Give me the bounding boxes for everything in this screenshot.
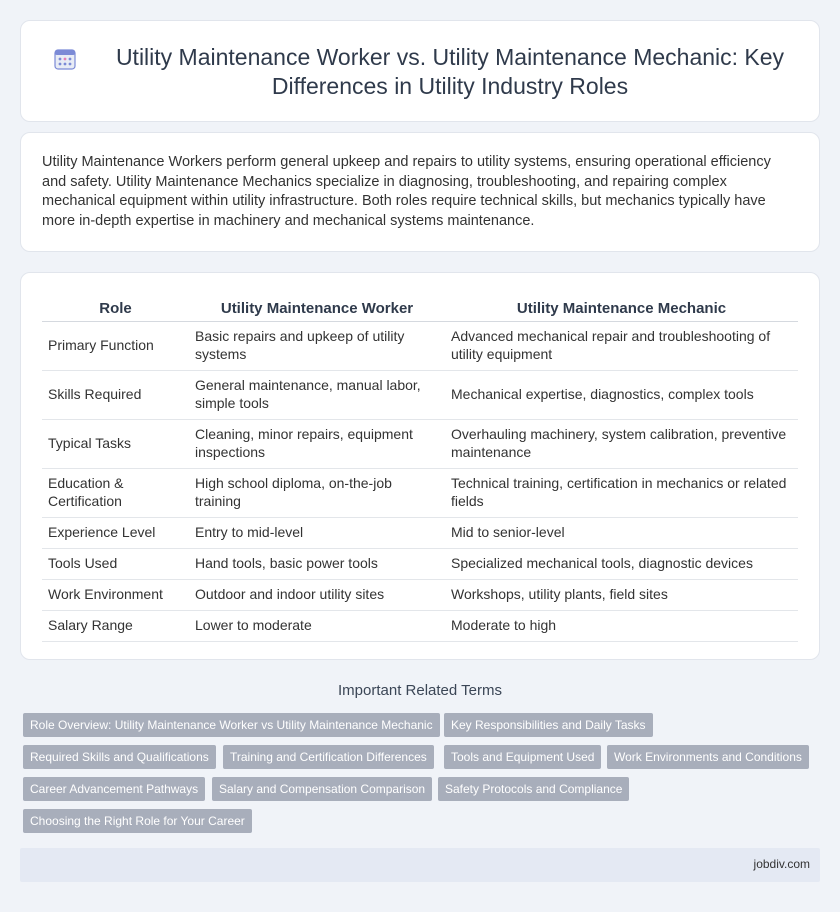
table-row <box>42 517 798 548</box>
page-title: Utility Maintenance Worker vs. Utility Maintenance Mechanic: Key Differences in Utility Industry Roles <box>115 44 785 99</box>
comparison-table <box>42 293 798 642</box>
mechanic-cell: Mid to senior-level <box>445 517 798 548</box>
table-row <box>42 548 798 579</box>
row-label: Work Environment <box>42 579 189 610</box>
related-term-tag[interactable]: Work Environments and Conditions <box>607 745 809 769</box>
mechanic-cell: Advanced mechanical repair and troubleshooting of utility equipment <box>445 321 798 370</box>
table-row <box>42 579 798 610</box>
related-term-tag[interactable]: Tools and Equipment Used <box>444 745 601 769</box>
header-mechanic: Utility Maintenance Mechanic <box>445 293 798 321</box>
row-label: Salary Range <box>42 610 189 641</box>
related-term-tag[interactable]: Safety Protocols and Compliance <box>438 777 629 801</box>
related-term-tag[interactable]: Choosing the Right Role for Your Career <box>23 809 252 833</box>
worker-cell: General maintenance, manual labor, simple tools <box>189 370 445 419</box>
related-term-tag[interactable]: Required Skills and Qualifications <box>23 745 216 769</box>
row-label: Skills Required <box>42 370 189 419</box>
intro-card <box>20 132 820 252</box>
worker-cell: Entry to mid-level <box>189 517 445 548</box>
header-worker: Utility Maintenance Worker <box>189 293 445 321</box>
related-term-tag[interactable]: Key Responsibilities and Daily Tasks <box>444 713 653 737</box>
row-label: Tools Used <box>42 548 189 579</box>
table-row <box>42 468 798 517</box>
comparison-card <box>20 272 820 660</box>
related-terms-heading: Important Related Terms <box>338 682 502 699</box>
header-role: Role <box>42 293 189 321</box>
mechanic-cell: Workshops, utility plants, field sites <box>445 579 798 610</box>
mechanic-cell: Technical training, certification in mechanics or related fields <box>445 468 798 517</box>
related-term-tag[interactable]: Salary and Compensation Comparison <box>212 777 432 801</box>
table-row <box>42 370 798 419</box>
row-label: Education & Certification <box>42 468 189 517</box>
worker-cell: Basic repairs and upkeep of utility systems <box>189 321 445 370</box>
worker-cell: Outdoor and indoor utility sites <box>189 579 445 610</box>
worker-cell: Cleaning, minor repairs, equipment inspections <box>189 419 445 468</box>
footer-site-link[interactable]: jobdiv.com <box>753 857 810 871</box>
worker-cell: High school diploma, on-the-job training <box>189 468 445 517</box>
mechanic-cell: Specialized mechanical tools, diagnostic devices <box>445 548 798 579</box>
table-row <box>42 610 798 641</box>
intro-paragraph: Utility Maintenance Workers perform general upkeep and repairs to utility systems, ensuring operational efficiency and safety. Utility Maintenance Mechanics specialize in diagnosing, troubleshooting, and repairing complex mechanical equipment within utility infrastructure. Both roles require technical skills, but mechanics typically have more in-depth expertise in machinery and mechanical systems maintenance. <box>42 154 771 229</box>
table-row <box>42 419 798 468</box>
row-label: Primary Function <box>42 321 189 370</box>
worker-cell: Hand tools, basic power tools <box>189 548 445 579</box>
related-term-tag[interactable]: Training and Certification Differences <box>223 745 434 769</box>
mechanic-cell: Mechanical expertise, diagnostics, complex tools <box>445 370 798 419</box>
table-header-row <box>42 293 798 321</box>
related-term-tag[interactable]: Role Overview: Utility Maintenance Worker vs Utility Maintenance Mechanic <box>23 713 440 737</box>
footer <box>20 848 820 882</box>
title-card <box>20 20 820 122</box>
row-label: Typical Tasks <box>42 419 189 468</box>
row-label: Experience Level <box>42 517 189 548</box>
mechanic-cell: Moderate to high <box>445 610 798 641</box>
mechanic-cell: Overhauling machinery, system calibration, preventive maintenance <box>445 419 798 468</box>
table-row <box>42 321 798 370</box>
worker-cell: Lower to moderate <box>189 610 445 641</box>
related-term-tag[interactable]: Career Advancement Pathways <box>23 777 205 801</box>
